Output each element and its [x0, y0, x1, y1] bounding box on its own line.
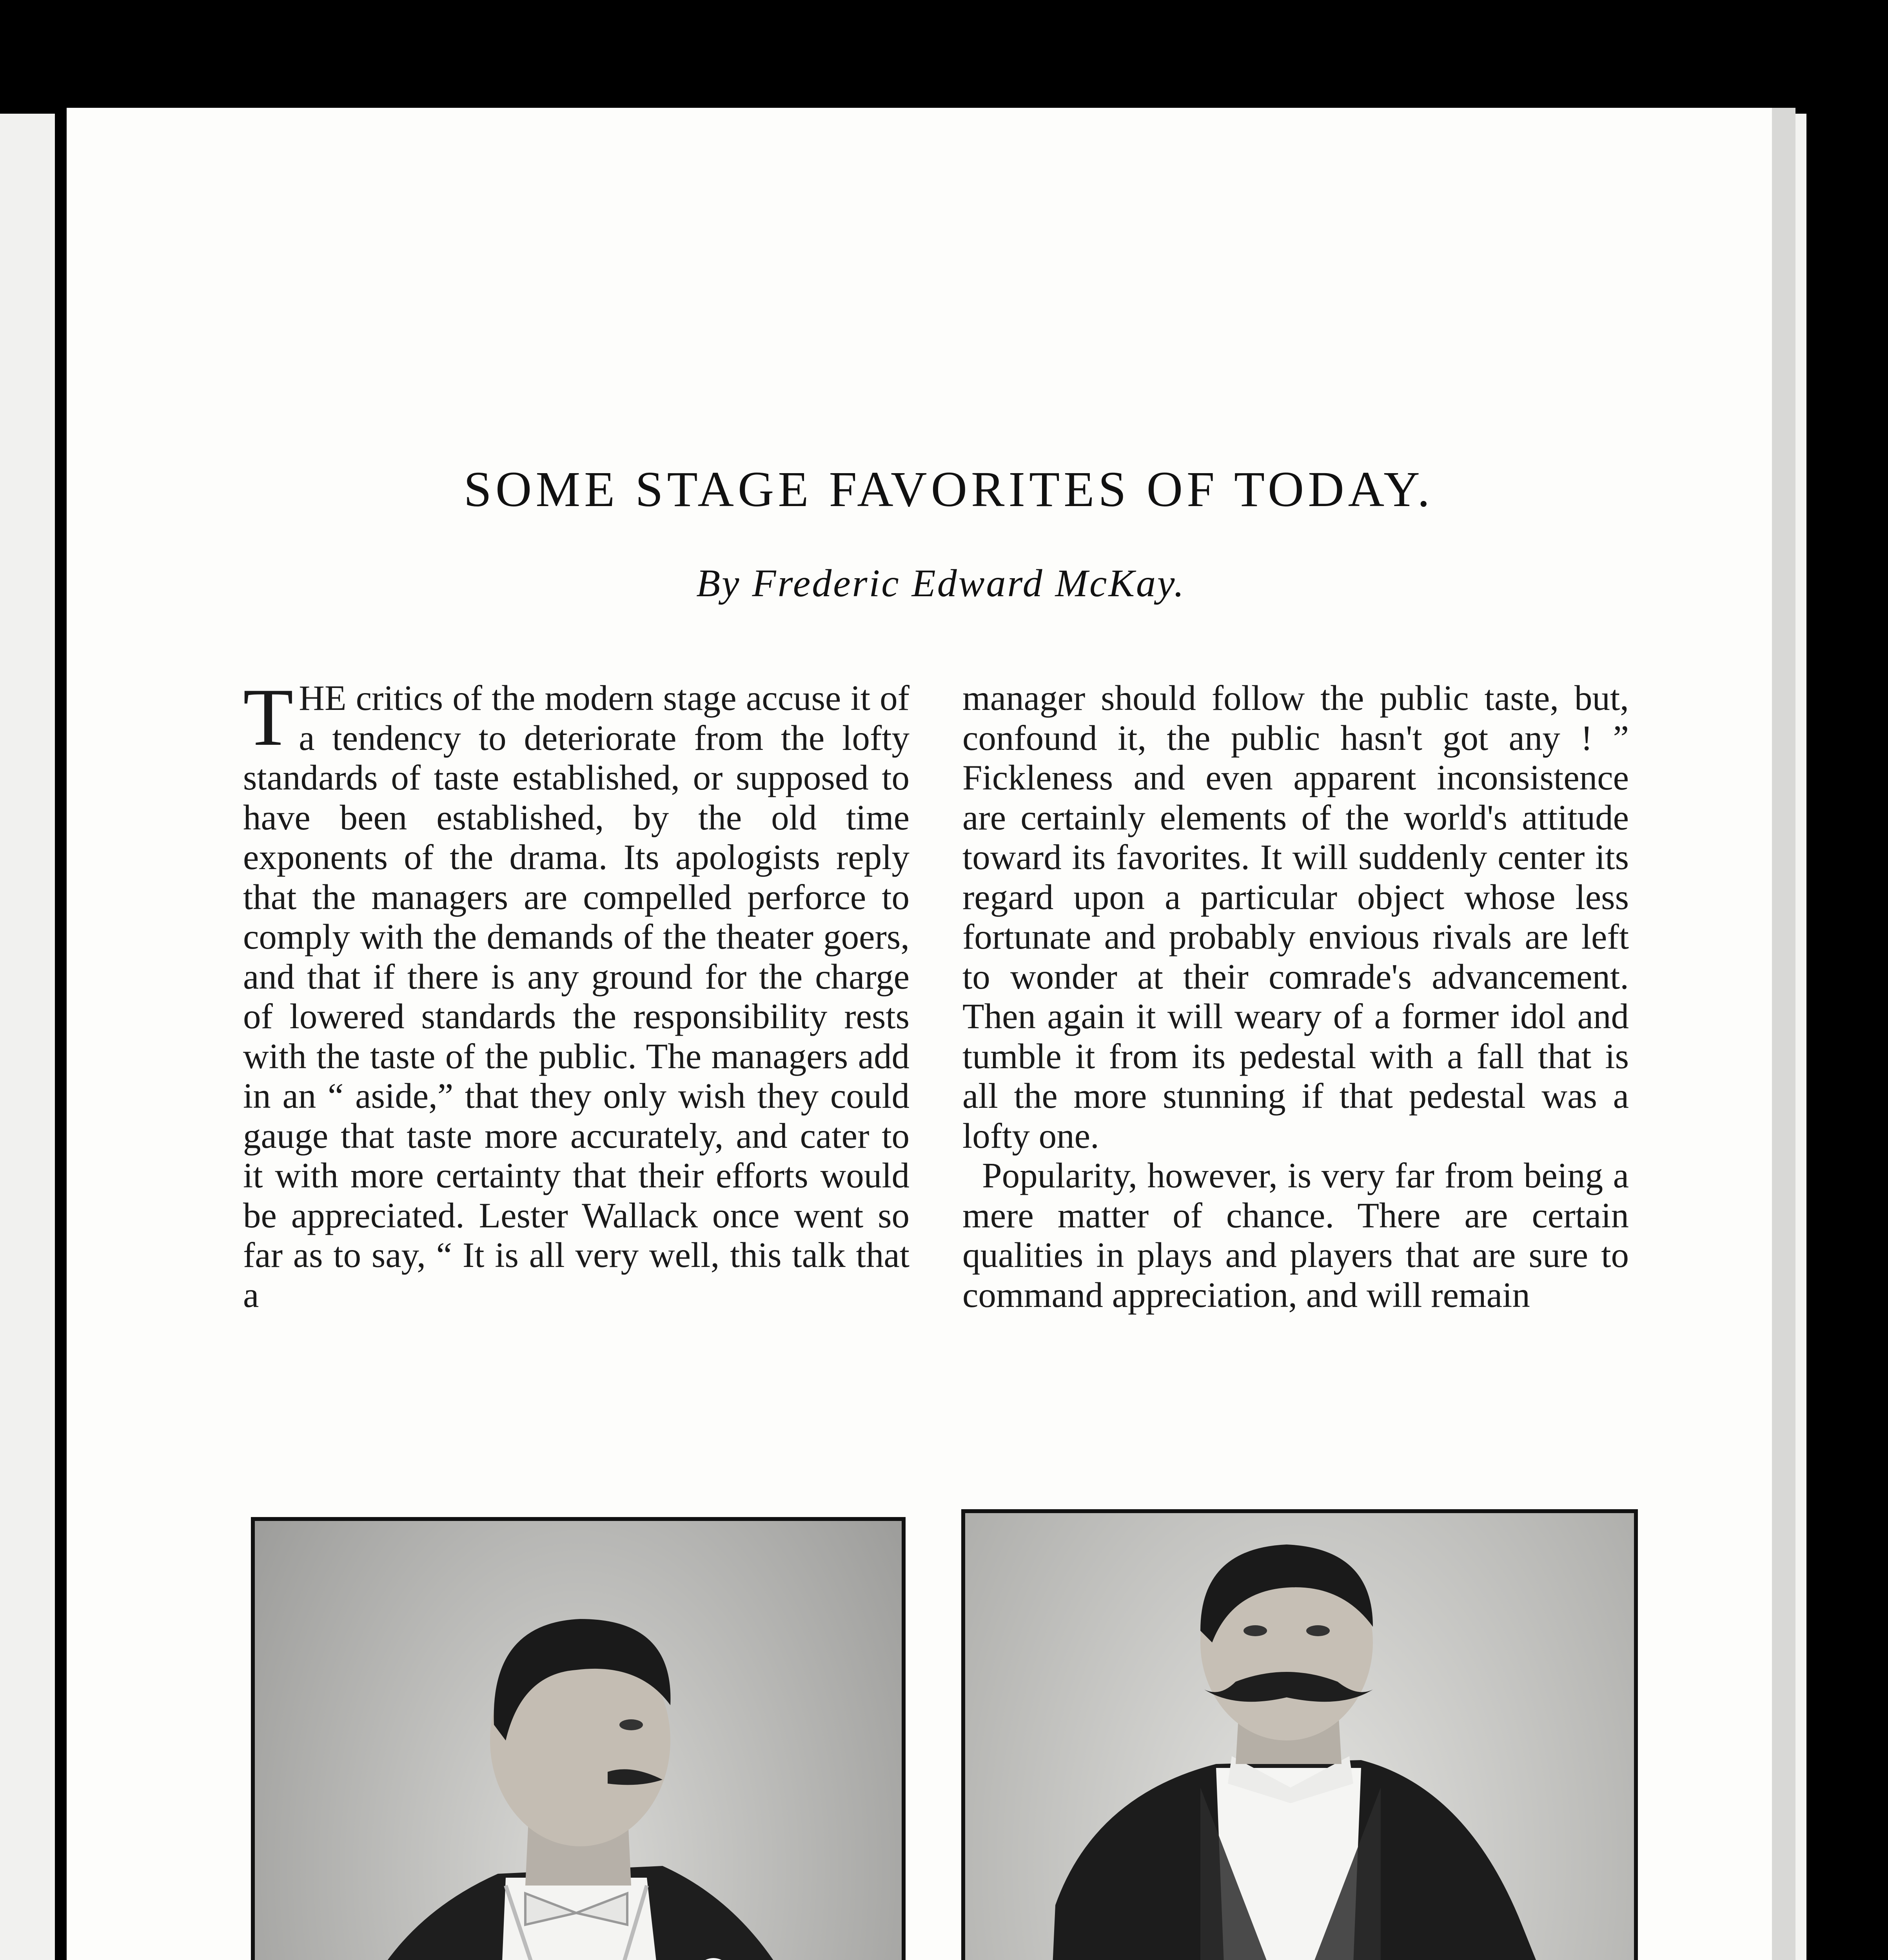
portrait-illustration — [965, 1513, 1634, 1960]
portrait-illustration — [255, 1521, 902, 1960]
article-title: SOME STAGE FAVORITES OF TODAY. — [463, 461, 1434, 517]
paragraph-text: HE critics of the modern stage accuse it of a tendency to deteriorate from the lofty standards of taste established, or supposed to have been established, by the old time exponents of the drama. Its apologists reply that the managers are compelled perforce to comply with the demands of the theater goers, and that if there is any ground for the charge of lowered standards the responsibility rests with the taste of the public. The managers add in an “ aside,” that they only wish they could gauge that taste more accurately, and cater to it with more certainty that their efforts would be appreciated. Lester Wallack once went so far as to say, “ It is all very well, this talk that a — [243, 678, 910, 1315]
paragraph: Popularity, however, is very far from being a mere matter of chance. There are certain qualities in plays and players that are sure to command appreciation, and will remain — [962, 1156, 1629, 1315]
portrait-photo-kelcey — [961, 1509, 1638, 1960]
paragraph — [243, 672, 910, 1315]
paragraph: manager should follow the public taste, but, confound it, the public hasn't got any ! ” Fickleness and even apparent inconsistence are certainly elements of the world's attitude toward its favorites. It will suddenly center its regard upon a particular object whose less fortunate and probably envious rivals are left to wonder at their comrade's advancement. Then again it will weary of a former idol and tumble it from its pedestal with a fall that is all the more stunning if that pedestal was a lofty one. — [962, 678, 1629, 1156]
left-page-edge — [0, 114, 55, 1960]
gutter-shadow — [55, 114, 67, 1960]
text-column-right — [962, 678, 1629, 1315]
page-stack-edge — [1795, 114, 1806, 1960]
drop-cap: T — [243, 672, 294, 763]
text-column-left — [243, 672, 910, 1315]
article-byline: By Frederic Edward McKay. — [696, 561, 1185, 605]
page-edge-right — [1772, 108, 1795, 1960]
portrait-photo-barrymore — [251, 1517, 906, 1960]
